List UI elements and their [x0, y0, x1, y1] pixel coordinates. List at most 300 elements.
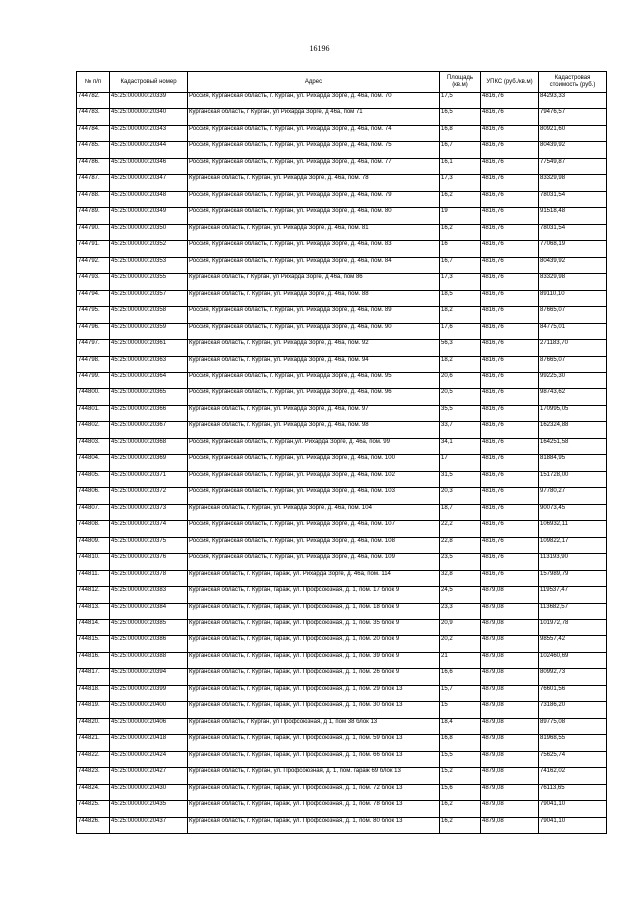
row-number-cell: 744809.: [77, 537, 110, 553]
address-cell: Курганская область, г. Курган, гараж, ул. Профсоюзная, д. 1, пом. 26 блок 9: [188, 669, 440, 685]
cadastral-value-cell: 151728,00: [539, 471, 607, 487]
upks-cell: 4879,08: [481, 817, 539, 833]
cadastral-value-cell: 97780,27: [539, 488, 607, 504]
table-row: [77, 191, 607, 207]
cadastral-value-cell: 98557,42: [539, 636, 607, 652]
cadastral-number-cell: 45:25:000000:20365: [110, 389, 188, 405]
upks-cell: 4879,08: [481, 702, 539, 718]
table-row: [77, 636, 607, 652]
address-cell: Россия, Курганская область, г. Курган, ул. Рихарда Зорге, д. 46а, пом. 89: [188, 307, 440, 323]
row-number-cell: 744804.: [77, 455, 110, 471]
area-cell: 16,2: [440, 801, 481, 817]
page-number: 16196: [309, 44, 330, 53]
cadastral-number-cell: 45:25:000000:20363: [110, 356, 188, 372]
cadastral-number-cell: 45:25:000000:20373: [110, 504, 188, 520]
upks-cell: 4816,76: [481, 274, 539, 290]
cadastral-value-cell: 83329,98: [539, 175, 607, 191]
cadastral-value-cell: 84293,33: [539, 93, 607, 109]
row-number-cell: 744814.: [77, 620, 110, 636]
address-cell: Россия, Курганская область, г. Курган, ул. Рихарда Зорге, д. 46а, пом. 84: [188, 257, 440, 273]
cadastral-number-cell: 45:25:000000:20361: [110, 340, 188, 356]
cadastral-value-cell: 91518,48: [539, 208, 607, 224]
row-number-cell: 744807.: [77, 504, 110, 520]
area-cell: 16,2: [440, 817, 481, 833]
cadastral-value-cell: 119537,47: [539, 587, 607, 603]
cadastral-value-cell: 271183,70: [539, 340, 607, 356]
address-cell: Россия, Курганская область, г. Курган, ул. Рихарда Зорге, д. 46а, пом. 108: [188, 537, 440, 553]
address-cell: Курганская область, г. Курган, гараж, ул. Профсоюзная, д. 1, пом. 72 блок 13: [188, 784, 440, 800]
cadastral-number-cell: 45:25:000000:20347: [110, 175, 188, 191]
area-cell: 18,2: [440, 356, 481, 372]
upks-cell: 4816,76: [481, 125, 539, 141]
upks-cell: 4816,76: [481, 504, 539, 520]
cadastral-number-cell: 45:25:000000:20349: [110, 208, 188, 224]
cadastral-value-cell: 73186,20: [539, 702, 607, 718]
address-cell: Курганская область, г. Курган, ул. Рихарда Зорге, д. 46а, пом. 88: [188, 290, 440, 306]
table-row: [77, 257, 607, 273]
cadastral-value-cell: 87665,07: [539, 356, 607, 372]
cadastral-number-cell: 45:25:000000:20383: [110, 587, 188, 603]
cadastral-number-cell: 45:25:000000:20366: [110, 405, 188, 421]
area-cell: 16,2: [440, 191, 481, 207]
table-row: [77, 93, 607, 109]
area-cell: 15: [440, 702, 481, 718]
upks-cell: 4879,08: [481, 587, 539, 603]
table-row: [77, 801, 607, 817]
area-cell: 32,8: [440, 570, 481, 586]
cadastral-number-cell: 45:25:000000:20368: [110, 438, 188, 454]
cadastral-number-cell: 45:25:000000:20369: [110, 455, 188, 471]
address-cell: Курганская область, г. Курган, гараж, ул. Профсоюзная, д. 1, пом. 17 блок 9: [188, 587, 440, 603]
row-number-cell: 744789.: [77, 208, 110, 224]
cadastral-value-cell: 76601,56: [539, 685, 607, 701]
upks-cell: 4816,76: [481, 307, 539, 323]
upks-cell: 4816,76: [481, 554, 539, 570]
row-number-cell: 744808.: [77, 521, 110, 537]
row-number-cell: 744783.: [77, 109, 110, 125]
cadastral-value-cell: 98743,62: [539, 389, 607, 405]
table-row: [77, 438, 607, 454]
area-cell: 35,5: [440, 405, 481, 421]
address-cell: Россия, Курганская область, г. Курган, ул. Рихарда Зорге, д. 46а, пом. 100: [188, 455, 440, 471]
row-number-cell: 744813.: [77, 603, 110, 619]
cadastral-value-cell: 81884,95: [539, 455, 607, 471]
cadastral-number-cell: 45:25:000000:20386: [110, 636, 188, 652]
row-number-cell: 744815.: [77, 636, 110, 652]
table-row: [77, 685, 607, 701]
area-cell: 20,2: [440, 636, 481, 652]
address-cell: Россия, Курганская область, г. Курган, ул. Рихарда Зорге, д. 46а, пом. 109: [188, 554, 440, 570]
row-number-cell: 744800.: [77, 389, 110, 405]
cadastral-number-cell: 45:25:000000:20374: [110, 521, 188, 537]
address-cell: Курганская область, г Курган, ул Профсоюзная, д 1, пом 38 блок 13: [188, 718, 440, 734]
upks-cell: 4879,08: [481, 784, 539, 800]
header-address: Адрес: [188, 72, 440, 93]
upks-cell: 4879,08: [481, 801, 539, 817]
upks-cell: 4816,76: [481, 537, 539, 553]
row-number-cell: 744806.: [77, 488, 110, 504]
address-cell: Россия, Курганская область, г. Курган, ул. Рихарда Зорге, д. 46а, пом. 70: [188, 93, 440, 109]
area-cell: 15,2: [440, 768, 481, 784]
area-cell: 16,7: [440, 142, 481, 158]
area-cell: 15,6: [440, 784, 481, 800]
cadastral-value-cell: 79476,57: [539, 109, 607, 125]
row-number-cell: 744822.: [77, 751, 110, 767]
address-cell: Курганская область, г. Курган, гараж, ул. Профсоюзная, д. 1, пом. 29 блок 13: [188, 685, 440, 701]
table-row: [77, 356, 607, 372]
row-number-cell: 744811.: [77, 570, 110, 586]
upks-cell: 4816,76: [481, 158, 539, 174]
area-cell: 20,5: [440, 389, 481, 405]
cadastral-value-cell: 84775,01: [539, 323, 607, 339]
upks-cell: 4816,76: [481, 340, 539, 356]
table-row: [77, 735, 607, 751]
row-number-cell: 744819.: [77, 702, 110, 718]
address-cell: Россия, Курганская область, г. Курган, ул. Рихарда Зорге, д. 46а, пом. 83: [188, 241, 440, 257]
table-row: [77, 224, 607, 240]
table-row: [77, 125, 607, 141]
area-cell: 18,5: [440, 290, 481, 306]
table-row: [77, 290, 607, 306]
cadastral-value-cell: 77549,87: [539, 158, 607, 174]
table-row: [77, 274, 607, 290]
cadastral-value-cell: 101972,78: [539, 620, 607, 636]
row-number-cell: 744820.: [77, 718, 110, 734]
table-row: [77, 784, 607, 800]
cadastral-number-cell: 45:25:000000:20384: [110, 603, 188, 619]
cadastral-number-cell: 45:25:000000:20352: [110, 241, 188, 257]
upks-cell: 4879,08: [481, 620, 539, 636]
cadastral-number-cell: 45:25:000000:20353: [110, 257, 188, 273]
area-cell: 16,2: [440, 224, 481, 240]
table-row: [77, 158, 607, 174]
area-cell: 19: [440, 208, 481, 224]
address-cell: Россия, Курганская область, г. Курган, ул. Рихарда Зорге, д. 46а, пом. 107: [188, 521, 440, 537]
table-header-row: [77, 72, 607, 93]
area-cell: 16,1: [440, 158, 481, 174]
area-cell: 15,7: [440, 685, 481, 701]
address-cell: Россия, Курганская область, г. Курган, ул. Рихарда Зорге, д. 46а, пом. 95: [188, 372, 440, 388]
area-cell: 22,2: [440, 521, 481, 537]
table-row: [77, 471, 607, 487]
table-row: [77, 504, 607, 520]
cadastral-value-cell: 157989,79: [539, 570, 607, 586]
cadastral-number-cell: 45:25:000000:20343: [110, 125, 188, 141]
row-number-cell: 744802.: [77, 422, 110, 438]
table-row: [77, 109, 607, 125]
table-row: [77, 587, 607, 603]
cadastral-number-cell: 45:25:000000:20346: [110, 158, 188, 174]
cadastral-value-cell: 74162,02: [539, 768, 607, 784]
upks-cell: 4816,76: [481, 389, 539, 405]
area-cell: 16: [440, 241, 481, 257]
cadastral-number-cell: 45:25:000000:20399: [110, 685, 188, 701]
cadastral-number-cell: 45:25:000000:20367: [110, 422, 188, 438]
area-cell: 23,3: [440, 603, 481, 619]
cadastral-value-cell: 77068,19: [539, 241, 607, 257]
cadastral-number-cell: 45:25:000000:20339: [110, 93, 188, 109]
cadastral-value-cell: 102460,69: [539, 652, 607, 668]
cadastral-value-cell: 78031,54: [539, 191, 607, 207]
upks-cell: 4816,76: [481, 93, 539, 109]
row-number-cell: 744791.: [77, 241, 110, 257]
upks-cell: 4879,08: [481, 603, 539, 619]
cadastral-value-cell: 81968,55: [539, 735, 607, 751]
address-cell: Россия, Курганская область, г. Курган, ул. Рихарда Зорге, д. 46а, пом. 103: [188, 488, 440, 504]
area-cell: 34,1: [440, 438, 481, 454]
row-number-cell: 744816.: [77, 652, 110, 668]
cadastral-value-cell: 83329,98: [539, 274, 607, 290]
address-cell: Россия, Курганская область, г. Курган, ул. Рихарда Зорге, д. 46а, пом. 74: [188, 125, 440, 141]
upks-cell: 4879,08: [481, 685, 539, 701]
cadastral-value-cell: 113682,57: [539, 603, 607, 619]
upks-cell: 4816,76: [481, 109, 539, 125]
cadastral-number-cell: 45:25:000000:20359: [110, 323, 188, 339]
row-number-cell: 744782.: [77, 93, 110, 109]
cadastral-number-cell: 45:25:000000:20394: [110, 669, 188, 685]
row-number-cell: 744784.: [77, 125, 110, 141]
upks-cell: 4816,76: [481, 438, 539, 454]
row-number-cell: 744793.: [77, 274, 110, 290]
address-cell: Курганская область, г. Курган, ул. Рихарда Зорге, д. 46а, пом. 94: [188, 356, 440, 372]
cadastral-value-cell: 79041,10: [539, 801, 607, 817]
table-row: [77, 603, 607, 619]
cadastral-number-cell: 45:25:000000:20388: [110, 652, 188, 668]
row-number-cell: 744787.: [77, 175, 110, 191]
row-number-cell: 744790.: [77, 224, 110, 240]
row-number-cell: 744798.: [77, 356, 110, 372]
upks-cell: 4879,08: [481, 669, 539, 685]
address-cell: Курганская область, г. Курган, гараж, ул. Профсоюзная, д. 1, пом. 30 блок 13: [188, 702, 440, 718]
row-number-cell: 744786.: [77, 158, 110, 174]
area-cell: 17: [440, 455, 481, 471]
table-row: [77, 455, 607, 471]
cadastral-value-cell: 76113,65: [539, 784, 607, 800]
table-row: [77, 570, 607, 586]
cadastral-number-cell: 45:25:000000:20355: [110, 274, 188, 290]
row-number-cell: 744801.: [77, 405, 110, 421]
area-cell: 16,8: [440, 125, 481, 141]
cadastral-value-cell: 89775,08: [539, 718, 607, 734]
upks-cell: 4879,08: [481, 652, 539, 668]
address-cell: Курганская область, г. Курган, гараж, ул. Профсоюзная, д. 1, пом. 59 блок 13: [188, 735, 440, 751]
upks-cell: 4816,76: [481, 224, 539, 240]
cadastral-number-cell: 45:25:000000:20358: [110, 307, 188, 323]
table-row: [77, 537, 607, 553]
upks-cell: 4816,76: [481, 488, 539, 504]
address-cell: Россия, Курганская область, г. Курган, ул. Рихарда Зорге, д. 46а, пом. 77: [188, 158, 440, 174]
area-cell: 18,7: [440, 504, 481, 520]
address-cell: Курганская область, г. Курган, ул. Рихарда Зорге, д. 46а, пом. 104: [188, 504, 440, 520]
address-cell: Курганская область, г. Курган, гараж, ул. Профсоюзная, д. 1, пом. 66 блок 13: [188, 751, 440, 767]
address-cell: Курганская область, г. Курган, ул. Рихарда Зорге, д. 46а, пом. 81: [188, 224, 440, 240]
address-cell: Курганская область, г. Курган, гараж, ул. Профсоюзная, д. 1, пом. 78 блок 13: [188, 801, 440, 817]
upks-cell: 4816,76: [481, 175, 539, 191]
cadastral-number-cell: 45:25:000000:20378: [110, 570, 188, 586]
table-row: [77, 669, 607, 685]
area-cell: 20,3: [440, 488, 481, 504]
table-row: [77, 652, 607, 668]
upks-cell: 4879,08: [481, 768, 539, 784]
table-row: [77, 175, 607, 191]
upks-cell: 4816,76: [481, 570, 539, 586]
row-number-cell: 744805.: [77, 471, 110, 487]
table-row: [77, 768, 607, 784]
table-row: [77, 422, 607, 438]
cadastral-value-cell: 162324,88: [539, 422, 607, 438]
cadastral-number-cell: 45:25:000000:20340: [110, 109, 188, 125]
address-cell: Курганская область, г. Курган, ул. Рихарда Зорге, д. 46а, пом. 97: [188, 405, 440, 421]
cadastral-number-cell: 45:25:000000:20350: [110, 224, 188, 240]
row-number-cell: 744812.: [77, 587, 110, 603]
area-cell: 21: [440, 652, 481, 668]
cadastral-value-cell: 87665,07: [539, 307, 607, 323]
address-cell: Курганская область, г. Курган, гараж, ул. Профсоюзная, д. 1, пом. 80 блок 13: [188, 817, 440, 833]
upks-cell: 4816,76: [481, 257, 539, 273]
row-number-cell: 744795.: [77, 307, 110, 323]
address-cell: Курганская область, г. Курган, ул. Рихарда Зорге, д. 46а, пом. 92: [188, 340, 440, 356]
cadastral-value-cell: 170995,05: [539, 405, 607, 421]
address-cell: Курганская область, г Курган, ул Рихарда Зорге, д 46а, пом 86: [188, 274, 440, 290]
upks-cell: 4816,76: [481, 142, 539, 158]
address-cell: Курганская область, г. Курган, гараж, ул. Профсоюзная, д. 1, пом. 35 блок 9: [188, 620, 440, 636]
cadastral-value-cell: 80439,92: [539, 142, 607, 158]
header-cadastral-number: Кадастровый номер: [110, 72, 188, 93]
row-number-cell: 744818.: [77, 685, 110, 701]
header-upks: УПКС (руб./кв.м): [481, 72, 539, 93]
cadastral-value-cell: 106932,11: [539, 521, 607, 537]
table-row: [77, 718, 607, 734]
area-cell: 16,6: [440, 669, 481, 685]
row-number-cell: 744823.: [77, 768, 110, 784]
cadastral-value-cell: 89110,10: [539, 290, 607, 306]
row-number-cell: 744797.: [77, 340, 110, 356]
area-cell: 17,5: [440, 93, 481, 109]
cadastral-number-cell: 45:25:000000:20427: [110, 768, 188, 784]
row-number-cell: 744796.: [77, 323, 110, 339]
upks-cell: 4816,76: [481, 471, 539, 487]
upks-cell: 4816,76: [481, 455, 539, 471]
upks-cell: 4816,76: [481, 356, 539, 372]
row-number-cell: 744826.: [77, 817, 110, 833]
row-number-cell: 744821.: [77, 735, 110, 751]
area-cell: 20,9: [440, 620, 481, 636]
upks-cell: 4879,08: [481, 718, 539, 734]
address-cell: Курганская область, г. Курган, гараж, ул. Профсоюзная, д. 1, пом. 39 блок 9: [188, 652, 440, 668]
row-number-cell: 744817.: [77, 669, 110, 685]
cadastral-number-cell: 45:25:000000:20435: [110, 801, 188, 817]
cadastral-value-cell: 90073,45: [539, 504, 607, 520]
cadastral-number-cell: 45:25:000000:20348: [110, 191, 188, 207]
area-cell: 18,4: [440, 718, 481, 734]
table-row: [77, 340, 607, 356]
area-cell: 23,5: [440, 554, 481, 570]
cadastral-number-cell: 45:25:000000:20400: [110, 702, 188, 718]
area-cell: 17,3: [440, 274, 481, 290]
table-row: [77, 702, 607, 718]
table-row: [77, 307, 607, 323]
cadastral-number-cell: 45:25:000000:20385: [110, 620, 188, 636]
table-row: [77, 817, 607, 833]
upks-cell: 4816,76: [481, 323, 539, 339]
address-cell: Курганская область, г. Курган, ул. Профсоюзная, д. 1, пом. гараж 69 блок 13: [188, 768, 440, 784]
header-area: Площадь (кв.м): [440, 72, 481, 93]
address-cell: Россия, Курганская область, г. Курган, ул. Рихарда Зорге, д. 46а, пом. 90: [188, 323, 440, 339]
table-row: [77, 751, 607, 767]
upks-cell: 4816,76: [481, 191, 539, 207]
upks-cell: 4816,76: [481, 241, 539, 257]
area-cell: 56,3: [440, 340, 481, 356]
area-cell: 17,3: [440, 175, 481, 191]
cadastral-value-cell: 80992,73: [539, 669, 607, 685]
address-cell: Курганская область, г. Курган, гараж, ул. Профсоюзная, д. 1, пом. 20 блок 9: [188, 636, 440, 652]
address-cell: Россия, Курганская область, г. Курган, ул. Рихарда Зорге, д. 46а, пом. 80: [188, 208, 440, 224]
table-row: [77, 142, 607, 158]
upks-cell: 4879,08: [481, 636, 539, 652]
table-row: [77, 372, 607, 388]
table-row: [77, 405, 607, 421]
area-cell: 33,7: [440, 422, 481, 438]
cadastral-number-cell: 45:25:000000:20376: [110, 554, 188, 570]
cadastral-number-cell: 45:25:000000:20437: [110, 817, 188, 833]
cadastral-value-cell: 78031,54: [539, 224, 607, 240]
area-cell: 20,6: [440, 372, 481, 388]
row-number-cell: 744803.: [77, 438, 110, 454]
row-number-cell: 744794.: [77, 290, 110, 306]
upks-cell: 4816,76: [481, 422, 539, 438]
table-row: [77, 208, 607, 224]
header-cadastral-value: Кадастровая стоимость (руб.): [539, 72, 607, 93]
upks-cell: 4879,08: [481, 735, 539, 751]
row-number-cell: 744825.: [77, 801, 110, 817]
table-row: [77, 323, 607, 339]
area-cell: 16,8: [440, 735, 481, 751]
row-number-cell: 744824.: [77, 784, 110, 800]
address-cell: Россия, Курганская область, г. Курган, ул. Рихарда Зорге, д. 46а, пом. 75: [188, 142, 440, 158]
header-number: № п/п: [77, 72, 110, 93]
table-body: [77, 93, 607, 834]
upks-cell: 4816,76: [481, 372, 539, 388]
cadastral-value-cell: 75625,74: [539, 751, 607, 767]
upks-cell: 4816,76: [481, 521, 539, 537]
address-cell: Россия, Курганская область, г. Курган, ул. Рихарда Зорге, д. 46а, пом. 79: [188, 191, 440, 207]
cadastral-number-cell: 45:25:000000:20357: [110, 290, 188, 306]
cadastral-value-cell: 113193,90: [539, 554, 607, 570]
address-cell: Курганская область, г Курган, ул Рихарда Зорге, д 46а, пом 71: [188, 109, 440, 125]
address-cell: Россия, Курганская область, г. Курган,ул. Рихарда Зорге, д. 46а, пом. 99: [188, 438, 440, 454]
table-row: [77, 554, 607, 570]
area-cell: 16,7: [440, 257, 481, 273]
area-cell: 16,5: [440, 109, 481, 125]
table-row: [77, 620, 607, 636]
cadastral-number-cell: 45:25:000000:20406: [110, 718, 188, 734]
cadastral-number-cell: 45:25:000000:20418: [110, 735, 188, 751]
cadastral-number-cell: 45:25:000000:20371: [110, 471, 188, 487]
cadastral-value-cell: 79041,10: [539, 817, 607, 833]
row-number-cell: 744785.: [77, 142, 110, 158]
cadastral-number-cell: 45:25:000000:20375: [110, 537, 188, 553]
upks-cell: 4816,76: [481, 290, 539, 306]
cadastral-number-cell: 45:25:000000:20430: [110, 784, 188, 800]
cadastral-number-cell: 45:25:000000:20424: [110, 751, 188, 767]
area-cell: 15,5: [440, 751, 481, 767]
address-cell: Россия, Курганская область, г. Курган, ул. Рихарда Зорге, д. 46а, пом. 102: [188, 471, 440, 487]
address-cell: Курганская область, г. Курган, ул. Рихарда Зорге, д. 46а, пом. 78: [188, 175, 440, 191]
cadastral-value-table: [76, 71, 607, 834]
upks-cell: 4879,08: [481, 751, 539, 767]
upks-cell: 4816,76: [481, 208, 539, 224]
cadastral-value-cell: 80921,60: [539, 125, 607, 141]
